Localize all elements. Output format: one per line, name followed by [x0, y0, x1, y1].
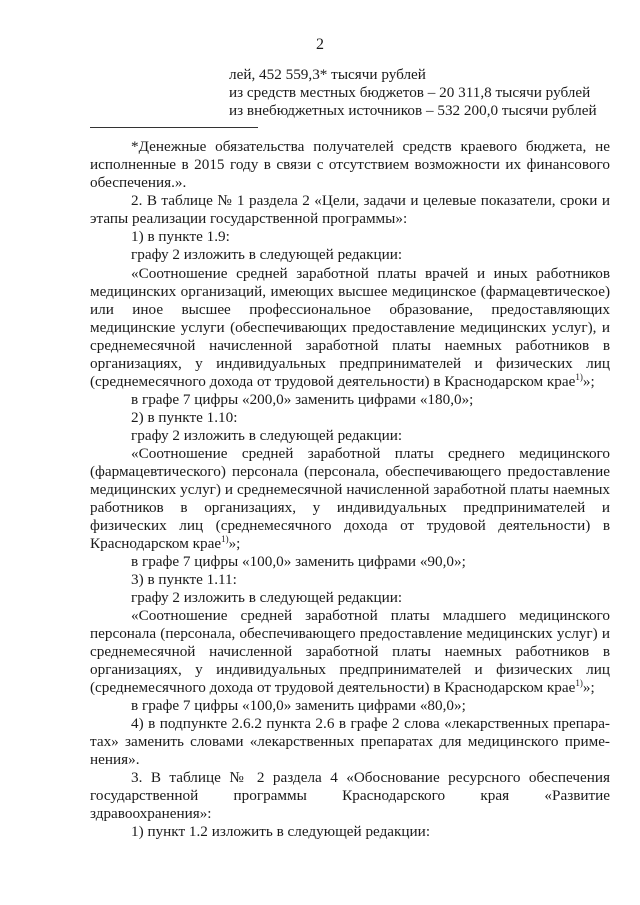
text-line: 3) в пункте 1.11:	[131, 571, 237, 588]
text-line: «Соотношение средней заработной платы младшего медицинского	[131, 607, 610, 624]
text-line: «Соотношение средней заработной платы врачей и иных работников	[131, 265, 610, 282]
text-line: работников в организациях, у индивидуальных предпринимателей и	[90, 499, 610, 516]
text-line: среднемесячной начисленной заработной платы наемных работников в	[90, 337, 610, 354]
footnote-line: исполненные в 2015 году в связи с отсутствием возможности их финансового	[90, 156, 610, 173]
text-line: нения».	[90, 751, 140, 768]
footnote-ref: 1)	[575, 371, 583, 382]
text-line: «Соотношение средней заработной платы среднего медицинского	[131, 445, 610, 462]
text-line: государственной программы Краснодарского края «Развитие	[90, 787, 610, 804]
text-line: 1) пункт 1.2 изложить в следующей редакции:	[131, 823, 431, 840]
text-line: в графе 7 цифры «200,0» заменить цифрами «180,0»;	[131, 391, 474, 408]
footnote-separator	[90, 127, 258, 128]
text-line: тах» заменить словами «лекарственных препаратах для медицинского приме-	[90, 733, 610, 750]
text-line: (среднемесячного дохода от трудовой деятельности) в Краснодарском крае$^{1)}$»;	[90, 371, 595, 390]
text-line: графу 2 изложить в следующей редакции:	[131, 427, 403, 444]
text-line: этапы реализации государственной программы»:	[90, 210, 408, 227]
text-line: графу 2 изложить в следующей редакции:	[131, 246, 403, 263]
text-line: медицинских организаций, имеющих высшее медицинское (фармацевтическое)	[90, 283, 610, 300]
text-line: или иное высшее профессиональное образование, предоставляющих	[90, 301, 610, 318]
footnote-line: *Денежные обязательства получателей средств краевого бюджета, не	[131, 138, 610, 155]
footnote-ref: 1)	[575, 677, 583, 688]
text-line: 2. В таблице № 1 раздела 2 «Цели, задачи и целевые показатели, сроки и	[131, 192, 610, 209]
text-line: организациях, у индивидуальных предпринимателей и физических лиц	[90, 355, 610, 372]
text-line: персонала (персонала, обеспечивающего предоставление медицинских услуг) и	[90, 625, 610, 642]
footnote-ref: 1)	[221, 533, 229, 544]
text-line: (среднемесячного дохода от трудовой деятельности) в Краснодарском крае$^{1)}$»;	[90, 677, 595, 696]
text-line: (фармацевтического) персонала (персонала, обеспечивающего предоставление	[90, 463, 610, 480]
text-line: среднемесячной начисленной заработной платы наемных работников в	[90, 643, 610, 660]
text-line: медицинских услуг) и среднемесячной начисленной заработной платы наемных	[90, 481, 610, 498]
text-line: графу 2 изложить в следующей редакции:	[131, 589, 403, 606]
funding-line: из средств местных бюджетов – 20 311,8 тысячи рублей	[229, 84, 591, 101]
text-line: физических лиц (среднемесячного дохода от трудовой деятельности) в	[90, 517, 610, 534]
text-line: Краснодарском крае$^{1)}$»;	[90, 533, 241, 552]
text-line: в графе 7 цифры «100,0» заменить цифрами «80,0»;	[131, 697, 466, 714]
footnote-line: обеспечения.».	[90, 174, 187, 191]
text-line: организациях, у индивидуальных предпринимателей и физических лиц	[90, 661, 610, 678]
page-number: 2	[316, 36, 324, 53]
text-line: медицинские услуги (обеспечивающих предоставление медицинских услуг), и	[90, 319, 610, 336]
text-line: здравоохранения»:	[90, 805, 212, 822]
funding-line: лей, 452 559,3* тысячи рублей	[229, 66, 426, 83]
text-line: в графе 7 цифры «100,0» заменить цифрами «90,0»;	[131, 553, 466, 570]
text-line: 3. В таблице № 2 раздела 4 «Обоснование ресурсного обеспечения	[131, 769, 610, 786]
text-line: 2) в пункте 1.10:	[131, 409, 238, 426]
funding-line: из внебюджетных источников – 532 200,0 тысячи рублей	[229, 102, 597, 119]
text-line: 4) в подпункте 2.6.2 пункта 2.6 в графе 2 слова «лекарственных препара-	[131, 715, 610, 732]
text-line: 1) в пункте 1.9:	[131, 228, 230, 245]
